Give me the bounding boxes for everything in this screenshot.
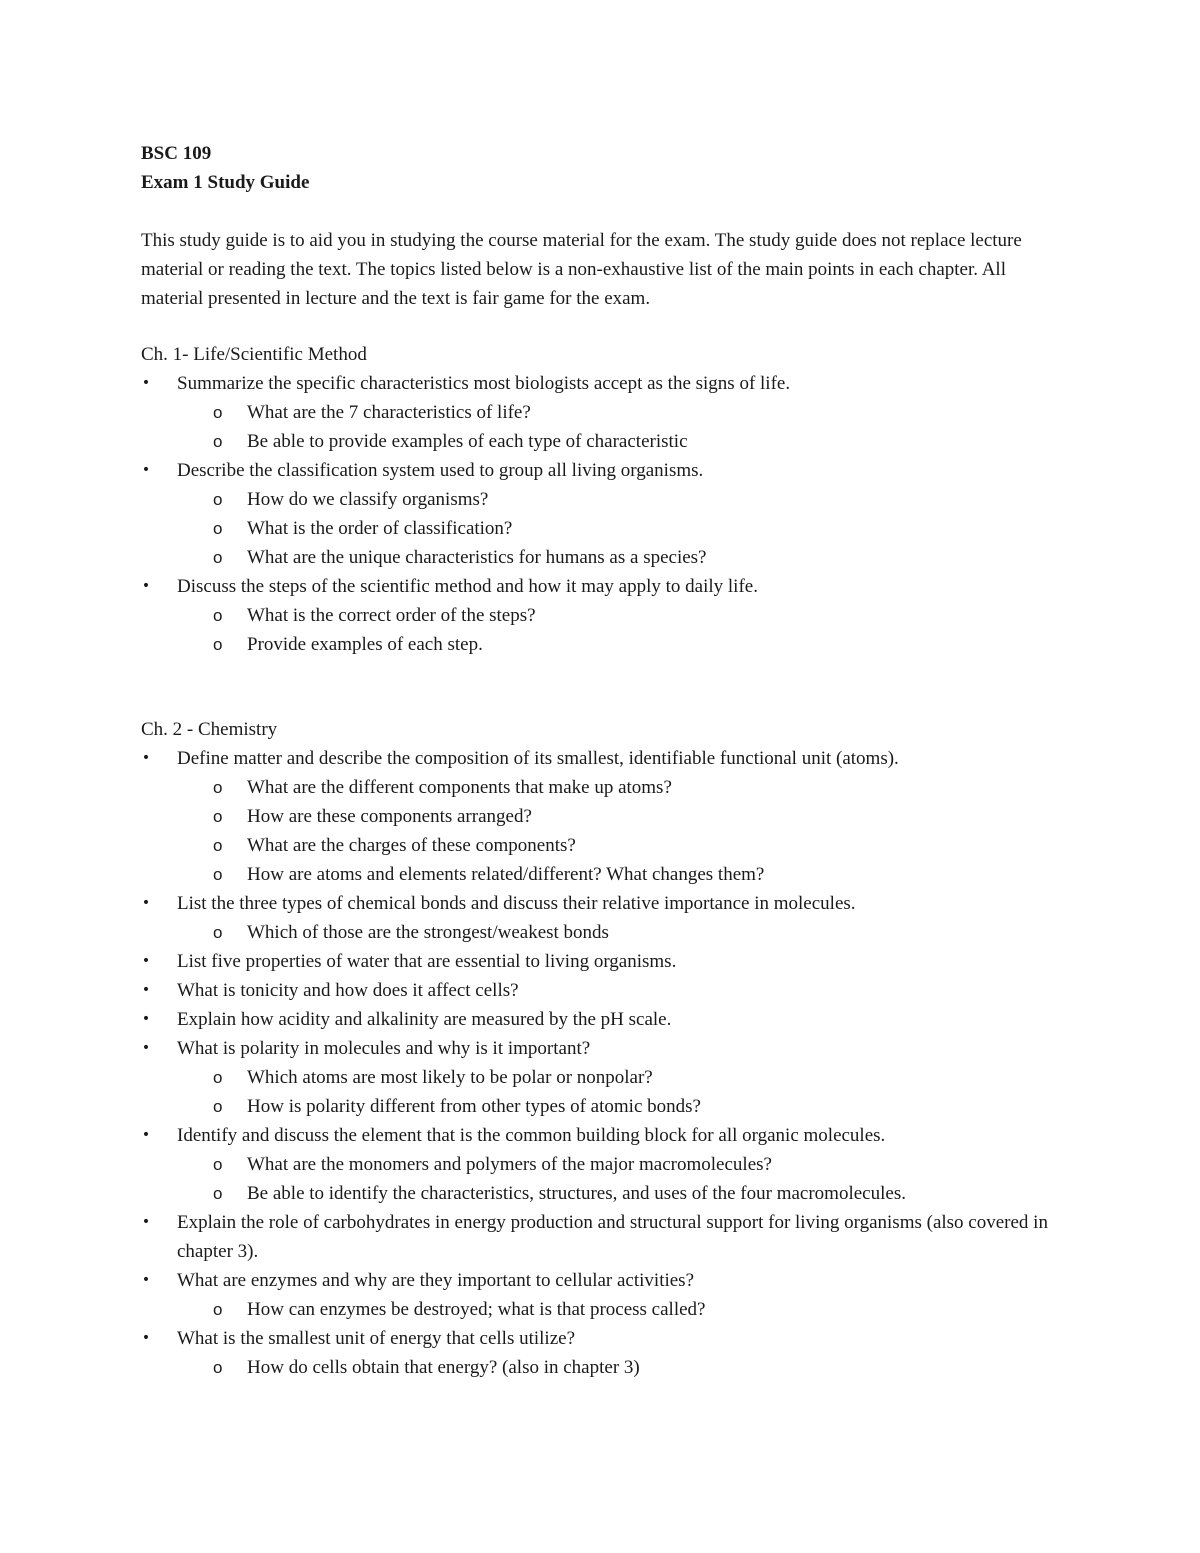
bullet-item bbox=[141, 947, 1061, 976]
sub-item bbox=[177, 398, 1061, 427]
sub-list bbox=[177, 918, 1061, 947]
sub-text: How do cells obtain that energy? (also in chapter 3) bbox=[247, 1357, 640, 1378]
sub-item bbox=[177, 1295, 1061, 1324]
sub-list bbox=[177, 601, 1061, 659]
bullet-marker: • bbox=[141, 982, 151, 998]
bullet-item bbox=[141, 1324, 1061, 1382]
bullet-item bbox=[141, 1121, 1061, 1208]
sub-list bbox=[177, 1353, 1061, 1382]
bullet-text: What is polarity in molecules and why is it important? bbox=[177, 1038, 591, 1059]
sub-list bbox=[177, 1295, 1061, 1324]
sub-item bbox=[177, 831, 1061, 860]
course-code: BSC 109 bbox=[141, 143, 212, 164]
bullet-marker: • bbox=[141, 1127, 151, 1143]
bullet-text: What is the smallest unit of energy that cells utilize? bbox=[177, 1328, 576, 1349]
sub-marker: o bbox=[213, 1300, 223, 1319]
sub-marker: o bbox=[213, 432, 223, 451]
sub-item bbox=[177, 773, 1061, 802]
sub-list bbox=[177, 1063, 1061, 1121]
bullet-list bbox=[141, 369, 1061, 659]
sub-marker: o bbox=[213, 490, 223, 509]
bullet-marker: • bbox=[141, 1011, 151, 1027]
bullet-marker: • bbox=[141, 1040, 151, 1056]
bullet-item bbox=[141, 744, 1061, 889]
sub-list bbox=[177, 773, 1061, 889]
bullet-item bbox=[141, 1034, 1061, 1121]
sub-list bbox=[177, 485, 1061, 572]
sub-list bbox=[177, 398, 1061, 456]
bullet-marker: • bbox=[141, 953, 151, 969]
section-1 bbox=[141, 340, 1061, 659]
bullet-item bbox=[141, 572, 1061, 659]
sub-text: How is polarity different from other types of atomic bonds? bbox=[247, 1096, 701, 1117]
bullet-item bbox=[141, 369, 1061, 456]
sub-marker: o bbox=[213, 807, 223, 826]
sub-item bbox=[177, 1353, 1061, 1382]
sub-marker: o bbox=[213, 923, 223, 942]
sub-item bbox=[177, 601, 1061, 630]
sections-container bbox=[141, 340, 1061, 1382]
sub-marker: o bbox=[213, 635, 223, 654]
sub-text: What is the order of classification? bbox=[247, 518, 513, 539]
bullet-text: Summarize the specific characteristics most biologists accept as the signs of life. bbox=[177, 373, 791, 394]
bullet-text: Explain the role of carbohydrates in energy production and structural support for living organisms (also covered in chapter 3). bbox=[177, 1212, 1048, 1262]
sub-marker: o bbox=[213, 778, 223, 797]
sub-item bbox=[177, 485, 1061, 514]
sub-item bbox=[177, 427, 1061, 456]
bullet-item bbox=[141, 1005, 1061, 1034]
bullet-text: Explain how acidity and alkalinity are measured by the pH scale. bbox=[177, 1009, 672, 1030]
sub-text: Which of those are the strongest/weakest bonds bbox=[247, 922, 609, 943]
sub-marker: o bbox=[213, 403, 223, 422]
bullet-text: What is tonicity and how does it affect cells? bbox=[177, 980, 519, 1001]
bullet-text: Identify and discuss the element that is the common building block for all organic molecules. bbox=[177, 1125, 886, 1146]
sub-marker: o bbox=[213, 519, 223, 538]
sub-item bbox=[177, 918, 1061, 947]
sub-item bbox=[177, 514, 1061, 543]
bullet-item bbox=[141, 1208, 1061, 1266]
sub-marker: o bbox=[213, 865, 223, 884]
sub-text: How are these components arranged? bbox=[247, 806, 532, 827]
bullet-marker: • bbox=[141, 750, 151, 766]
sub-text: What are the unique characteristics for humans as a species? bbox=[247, 547, 707, 568]
bullet-marker: • bbox=[141, 1330, 151, 1346]
sub-item bbox=[177, 1063, 1061, 1092]
sub-marker: o bbox=[213, 606, 223, 625]
bullet-item bbox=[141, 889, 1061, 947]
sub-marker: o bbox=[213, 1097, 223, 1116]
bullet-text: Discuss the steps of the scientific method and how it may apply to daily life. bbox=[177, 576, 758, 597]
sub-item bbox=[177, 802, 1061, 831]
bullet-list bbox=[141, 744, 1061, 1382]
sub-item bbox=[177, 860, 1061, 889]
sub-text: Which atoms are most likely to be polar or nonpolar? bbox=[247, 1067, 653, 1088]
bullet-text: What are enzymes and why are they important to cellular activities? bbox=[177, 1270, 695, 1291]
sub-item bbox=[177, 1092, 1061, 1121]
section-2 bbox=[141, 715, 1061, 1382]
sub-text: Provide examples of each step. bbox=[247, 634, 483, 655]
bullet-marker: • bbox=[141, 1214, 151, 1230]
sub-marker: o bbox=[213, 836, 223, 855]
sub-item bbox=[177, 1150, 1061, 1179]
bullet-text: List the three types of chemical bonds and discuss their relative importance in molecules. bbox=[177, 893, 856, 914]
bullet-marker: • bbox=[141, 1272, 151, 1288]
sub-item bbox=[177, 1179, 1061, 1208]
bullet-item bbox=[141, 976, 1061, 1005]
sub-text: What are the different components that make up atoms? bbox=[247, 777, 672, 798]
sub-marker: o bbox=[213, 1184, 223, 1203]
sub-text: What is the correct order of the steps? bbox=[247, 605, 536, 626]
section-heading: Ch. 2 - Chemistry bbox=[141, 719, 278, 740]
sub-text: Be able to provide examples of each type of characteristic bbox=[247, 431, 688, 452]
sub-text: What are the charges of these components? bbox=[247, 835, 576, 856]
bullet-text: Define matter and describe the composition of its smallest, identifiable functional unit (atoms). bbox=[177, 748, 899, 769]
sub-item bbox=[177, 630, 1061, 659]
sub-text: Be able to identify the characteristics, structures, and uses of the four macromolecules. bbox=[247, 1183, 906, 1204]
bullet-marker: • bbox=[141, 895, 151, 911]
sub-marker: o bbox=[213, 548, 223, 567]
sub-marker: o bbox=[213, 1068, 223, 1087]
sub-text: How can enzymes be destroyed; what is that process called? bbox=[247, 1299, 706, 1320]
sub-text: How do we classify organisms? bbox=[247, 489, 489, 510]
document-content bbox=[141, 139, 1061, 1382]
bullet-item bbox=[141, 1266, 1061, 1324]
sub-marker: o bbox=[213, 1358, 223, 1377]
bullet-marker: • bbox=[141, 462, 151, 478]
sub-text: How are atoms and elements related/different? What changes them? bbox=[247, 864, 765, 885]
sub-marker: o bbox=[213, 1155, 223, 1174]
sub-text: What are the monomers and polymers of the major macromolecules? bbox=[247, 1154, 772, 1175]
bullet-text: Describe the classification system used to group all living organisms. bbox=[177, 460, 704, 481]
sub-list bbox=[177, 1150, 1061, 1208]
bullet-marker: • bbox=[141, 578, 151, 594]
bullet-text: List five properties of water that are essential to living organisms. bbox=[177, 951, 677, 972]
bullet-item bbox=[141, 456, 1061, 572]
section-heading: Ch. 1- Life/Scientific Method bbox=[141, 344, 367, 365]
intro-paragraph: This study guide is to aid you in studying the course material for the exam. The study guide does not replace lecture material or reading the text. The topics listed below is a non-exhaustive list of the main points in each chapter. All material presented in lecture and the text is fair game for the exam. bbox=[141, 230, 1022, 309]
sub-text: What are the 7 characteristics of life? bbox=[247, 402, 531, 423]
bullet-marker: • bbox=[141, 375, 151, 391]
sub-item bbox=[177, 543, 1061, 572]
document-title: Exam 1 Study Guide bbox=[141, 172, 310, 193]
